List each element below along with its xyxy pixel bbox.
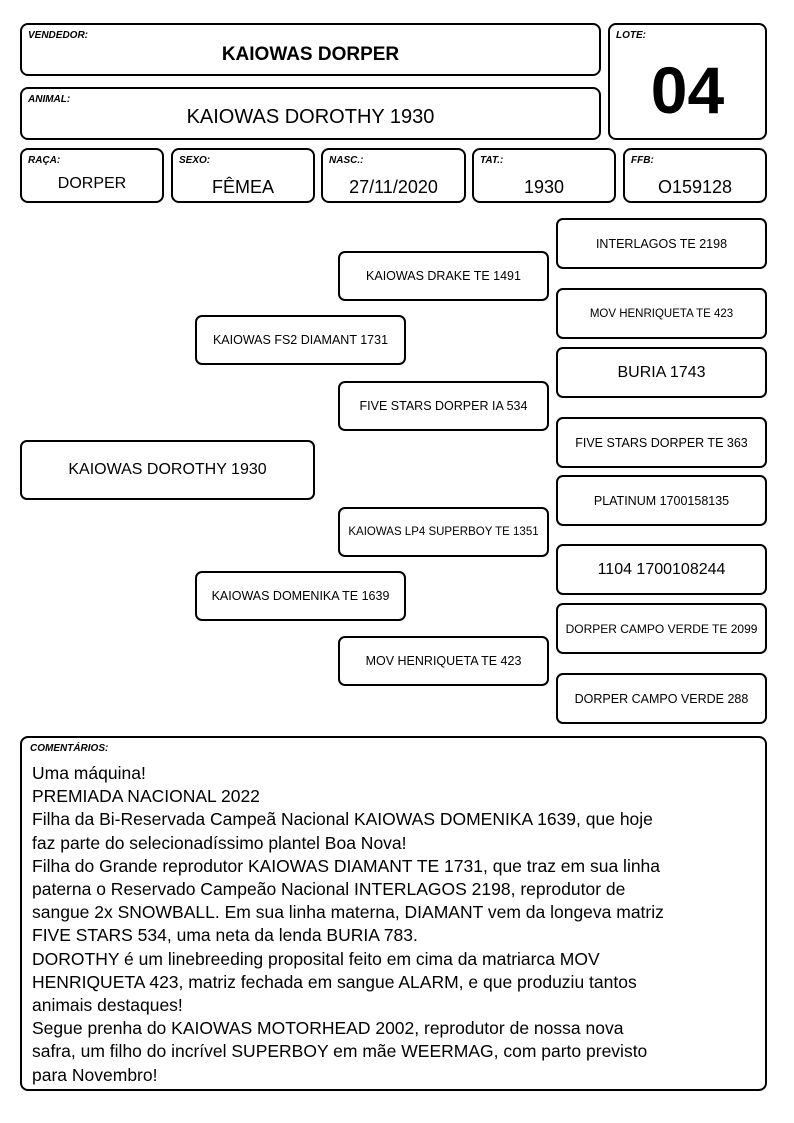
lote-label: LOTE:: [616, 30, 646, 41]
pedigree-sire-dam: FIVE STARS DORPER IA 534: [338, 381, 549, 431]
tat-value: 1930: [523, 177, 565, 197]
pedigree-ggp-3: BURIA 1743: [556, 347, 767, 398]
comment-line: Uma máquina!: [32, 763, 146, 783]
pedigree-ggp-6: 1104 1700108244: [556, 544, 767, 595]
comment-line: FIVE STARS 534, uma neta da lenda BURIA 783.: [32, 925, 418, 946]
pedigree-ggp-2: MOV HENRIQUETA TE 423: [556, 288, 767, 339]
comment-line: safra, um filho do incrível SUPERBOY em mãe WEERMAG, com parto previsto: [32, 1041, 648, 1062]
tat-label: TAT.:: [480, 155, 504, 166]
comments-label: COMENTÁRIOS:: [30, 743, 109, 754]
comment-line: paterna o Reservado Campeão Nacional INTERLAGOS 2198, reprodutor de: [32, 879, 626, 900]
comment-line: sangue 2x SNOWBALL. Em sua linha materna, DIAMANT vem da longeva matriz: [32, 902, 664, 923]
comments-box: [20, 736, 767, 1091]
comment-line: Segue prenha do KAIOWAS MOTORHEAD 2002, reprodutor de nossa nova: [32, 1018, 624, 1039]
lote-value: 04: [650, 53, 725, 127]
raca-label: RAÇA:: [28, 155, 61, 166]
pedigree-animal: KAIOWAS DOROTHY 1930: [20, 440, 315, 500]
pedigree-dam-sire: KAIOWAS LP4 SUPERBOY TE 1351: [338, 507, 549, 557]
nasc-label: NASC.:: [329, 155, 364, 166]
ffb-label: FFB:: [631, 155, 654, 166]
sexo-box: [171, 148, 315, 203]
pedigree-sire-sire: KAIOWAS DRAKE TE 1491: [338, 251, 549, 301]
vendedor-value: KAIOWAS DORPER: [221, 44, 400, 65]
ffb-box: [623, 148, 767, 203]
sexo-label: SEXO:: [179, 155, 211, 166]
pedigree-ggp-4: FIVE STARS DORPER TE 363: [556, 417, 767, 468]
pedigree-sire: KAIOWAS FS2 DIAMANT 1731: [195, 315, 406, 365]
comment-line: Filha da Bi-Reservada Campeã Nacional KAIOWAS DOMENIKA 1639, que hoje: [32, 809, 653, 830]
nasc-box: [321, 148, 466, 203]
pedigree-ggp-7: DORPER CAMPO VERDE TE 2099: [556, 603, 767, 654]
pedigree-dam: KAIOWAS DOMENIKA TE 1639: [195, 571, 406, 621]
comment-line: DOROTHY é um linebreeding proposital feito em cima da matriarca MOV: [32, 948, 600, 969]
sexo-value: FÊMEA: [211, 177, 274, 197]
vendedor-box: [20, 23, 601, 76]
nasc-value: 27/11/2020: [349, 177, 438, 197]
vendedor-label: VENDEDOR:: [28, 30, 89, 41]
comment-line: animais destaques!: [32, 995, 183, 1016]
comment-line: HENRIQUETA 423, matriz fechada em sangue ALARM, e que produziu tantos: [32, 971, 637, 992]
raca-box: [20, 148, 164, 203]
ffb-value: O159128: [657, 177, 733, 197]
pedigree-ggp-1: INTERLAGOS TE 2198: [556, 218, 767, 269]
pedigree-ggp-5: PLATINUM 1700158135: [556, 475, 767, 526]
comment-line: PREMIADA NACIONAL 2022: [32, 786, 260, 807]
comment-line: Filha do Grande reprodutor KAIOWAS DIAMANT TE 1731, que traz em sua linha: [32, 855, 661, 876]
pedigree-dam-dam: MOV HENRIQUETA TE 423: [338, 636, 549, 686]
tat-box: [472, 148, 616, 203]
raca-value: DORPER: [57, 175, 127, 192]
animal-value: KAIOWAS DOROTHY 1930: [186, 106, 435, 128]
lote-box: [608, 23, 767, 140]
pedigree-ggp-8: DORPER CAMPO VERDE 288: [556, 673, 767, 724]
comment-line: faz parte do selecionadíssimo plantel Boa Nova!: [32, 832, 407, 853]
comment-line: para Novembro!: [32, 1064, 158, 1085]
animal-box: [20, 87, 601, 140]
animal-label: ANIMAL:: [28, 94, 71, 105]
comments-text: [32, 762, 755, 1087]
